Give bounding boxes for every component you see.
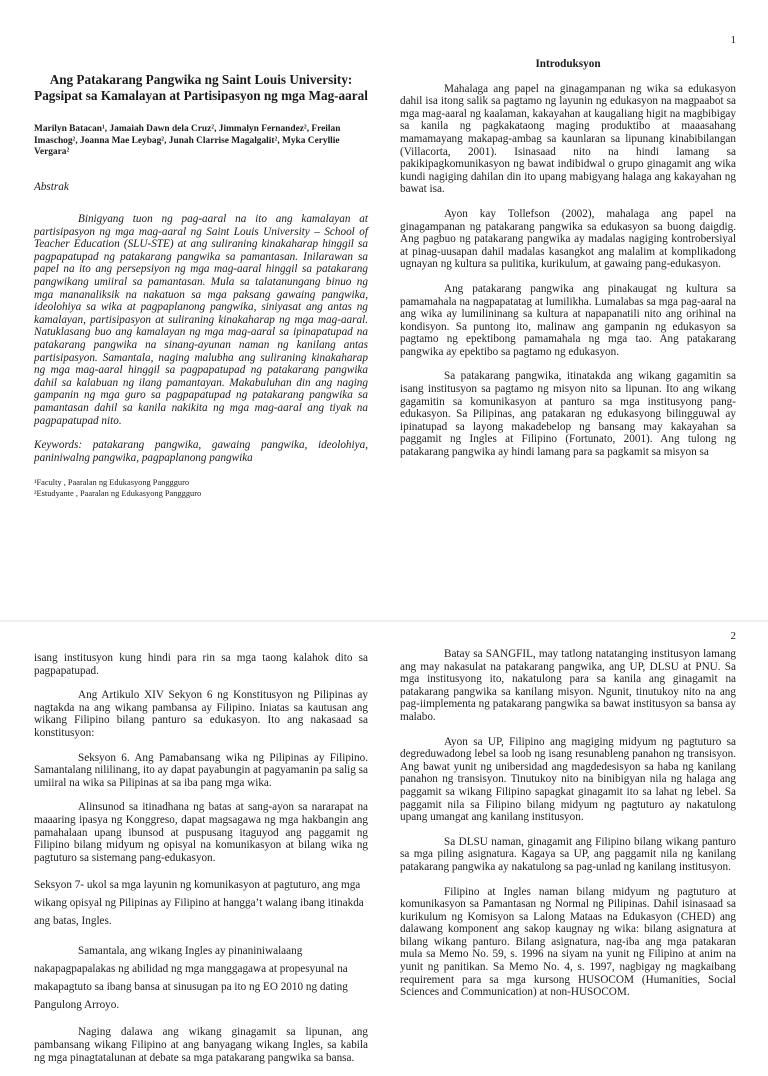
page-number: 1 [730, 34, 736, 46]
abstract-text: Binigyang tuon ng pag-aaral na ito ang kamalayan at partisipasyon ng mga mag-aaral ng Saint Louis University – School of Teacher Education (SLU-STE) at ang suliraning kinakaharap hinggil sa pagpapatupad ng patakarang pangwika sa pamantasan. Inilarawan sa papel na ito ang persepsiyon ng mga mag-aaral hinggil sa patakarang pangwikang umiiral sa pamantasan. Mula sa talatanungang binuo ng mga mananaliksik na nakatuon sa mga paksang gawaing pangwika, ideolohiya sa wika at pagpaplanong pangwika, siniyasat ang antas ng kamalayan, partisipasyon at suliraning kinakaharap ng mga mag-aaral. Natuklasang buo ang kamalayan ng mga mag-aaral sa ipinapatupad na patakarang pangwika na sinang-ayunan naman ng kanilang antas partisipasyon. Samantala, naging malubha ang suliraning kinakaharap ng mga mag-aaral hinggil sa pagpapatupad ng patakarang pangwika dahil sa kalabuan ng ilang pamantayan. Makabuluhan din ang naging gampanin ng mga guro sa pagpapatupad ng patakarang pangwika sa pamantasan dahil sa kanila nakikita ng mga mag-aaral ang tiyak na pagpapatupad nito. [34, 213, 368, 427]
page-2 [0, 622, 768, 1064]
section-6-text: Seksyon 6. Ang Pamabansang wika ng Pilipinas ay Filipino. Samantalang nililinang, ito ay dapat payabungin at pagyamanin pa salig sa umiiral na wika sa Pilipinas at sa iba pang mga wika. [34, 751, 368, 789]
footnote-student: ²Estudyante , Paaralan ng Edukasyong Panggguro [34, 488, 202, 498]
naging-paragraph: Naging dalawa ang wikang ginagamit sa lipunan, ang pambansang wikang Filipino at ang banyagang wikang Ingles, sa kabila ng mga pinagtatalunan at debate sa mga patakarang pangwika sa bansa. [34, 1026, 368, 1064]
footnotes [34, 478, 368, 499]
samantala-paragraph: Samantala, ang wikang Ingles ay pinaniniwalaang nakapagpapalakas ng abilidad ng mga manggagawa at propesyunal na makapagtuto sa ibang bansa at sinusugan pa ito ng EO 2010 ng dating Pangulong Arroyo. [34, 945, 348, 1012]
dlsu-paragraph: Sa DLSU naman, ginagamit ang Filipino bilang wikang panturo sa mga piling asignatura. Kagaya sa UP, ang paggamit nila ng kanilang patakarang pangwika ay nakatulong sa pag-unlad ng kanilang institusyon. [400, 835, 736, 873]
intro-paragraph: Ayon kay Tollefson (2002), mahalaga ang papel na ginagampanan ng patakarang pangwika sa edukasyon sa buong daigdig. Ang pagbuo ng patakarang pangwika ay madalas nagiging kontrobersiyal at pinag-uusapan dahil madalas kasangkot ang malalim at komplikadong ugnayan ng kultura sa pulitika, kurikulum, at gawaing pang-edukasyon. [400, 207, 736, 271]
paper-title: Ang Patakarang Pangwika ng Saint Louis University: Pagsipat sa Kamalayan at Partisipasyon ng mga Mag-aaral [34, 72, 368, 103]
keywords: Keywords: patakarang pangwika, gawaing pangwika, ideolohiya, paniniwalng pangwika, pagpaplanong pangwika [34, 439, 368, 464]
intro-paragraph: Ang patakarang pangwika ang pinakaugat ng kultura sa pamamahala na nagpapatatag at lumilikha. Lumalabas sa mga pag-aaral na ang wika ay lumilininang sa kultura at napapanatili nito ang orihinal na kondisyon. Sa puntong ito, malinaw ang gampanin ng edukasyon sa pagtamo ng epektibong pamamahala ng mga tao. Ang patakarang pangwika ay epektibo sa pagtamo ng edukasyon. [400, 282, 736, 358]
sangfil-paragraph: Batay sa SANGFIL, may tatlong natatanging institusyon lamang ang may nakasulat na patakarang pangwika, ang UP, DLSU at PNU. Sa mga institusyong ito, nakatulong para sa kanila ang ginagamit na patakarang pangwika sa kanilang misyon. Ngunit, tinutukoy nito na ang pag-iimplementa ng patakarang pangwika sa bawat institusyon sa bansa ay malabo. [400, 648, 736, 723]
page-number: 2 [730, 630, 736, 642]
right-column [400, 648, 736, 1011]
intro-heading: Introduksyon [535, 58, 601, 70]
up-paragraph: Ayon sa UP, Filipino ang magiging midyum ng pagtuturo sa degreduwadong lebel sa loob ng isang resunableng panahon ng transisyon. Ang bawat yunit ng unibersidad ang magdedesisyon sa haba ng kanilang panahon ng transisyon. Tinutukoy nito na binibigyan nila ng halaga ang paggamit sa wikang Filipino sapagkat ginagamit ito sa lahat ng lebel. Sa paggamit nila sa Filipino bilang midyum ng pagtuturo ay nakatulong upang umangat ang kanilang institusyon. [400, 735, 736, 824]
intro-paragraph: Mahalaga ang papel na ginagampanan ng wika sa edukasyon dahil isa itong salik sa pagtamo ng layunin ng edukasyon na magpaabot sa mga mag-aaral ng kaalaman, kakayahan at kaugaliang higit na magbibigay sa kanila ng pagkakataong maging produktibo at maaasahang mamamayang makapag-ambag sa kaunlaran sa lipunang kinabibilangan (Villacorta, 2001). Isinasaad nito na hindi lamang sa pakikipagkomunikasyon ng bawat indibidwal o grupo ginagamit ang wika kundi nagiging dahilan din ito upang mabigyang halaga ang kakayahan ng bawat isa. [400, 82, 736, 196]
abstract-heading: Abstrak [34, 180, 69, 193]
section-7-text: Seksyon 7- ukol sa mga layunin ng komunikasyon at pagtuturo, ang mga wikang opisyal ng Pilipinas ay Filipino at hangga’t walang ibang itinakda ang batas, Ingles. [34, 879, 364, 928]
article-paragraph: Ang Artikulo XIV Sekyon 6 ng Konstitusyon ng Pilipinas ay nagtakda na ang wikang pambansa ay Filipino. Iniatas sa kautusan ang wikang Filipino bilang panturo sa edukasyon. Ito ang nakasaad sa konstitusyon: [34, 689, 368, 739]
left-column [34, 652, 368, 1076]
pnu-paragraph: Filipino at Ingles naman bilang midyum ng pagtuturo at komunikasyon sa Pamantasan ng Normal ng Pilipinas. Dahil isinasaad sa kurikulum ng Komisyon sa Lalong Mataas na Edukasyon (CHED) ang dalawang komponent ang sakop kaugnay ng wika: bilang asignatura at bilang wikang panturo. Bilang asignatura, nag-iba ang mga patakaran mula sa Memo No. 59, s. 1996 na siyam na yunit ng Filipino at anim na yunit ng panitikan. Sa Memo No. 4, s. 1997, nagbigay ng magkaibang requirement para sa mga kursong HUSOCOM (Humanities, Social Sciences and Communication) at non-HUSOCOM. [400, 885, 736, 999]
intro-paragraph: Sa patakarang pangwika, itinatakda ang wikang gagamitin sa isang institusyon sa pagtamo ng misyon nito sa lipunan. Ito ang wikang gagamitin sa komunikasyon at panturo sa mga institusyong pang-edukasyon. Sa Pilipinas, ang patakaran ng edukasyong bilingguwal ay ipinatupad sa layong makadebelop ng bansang may kakayahan sa paggamit ng Ingles at Filipino (Fortunato, 2001). Ang tulong ng patakarang pangwika ay hindi lamang para sa pagkamit sa misyon sa [400, 370, 736, 459]
footnote-faculty: ¹Faculty , Paaralan ng Edukasyong Panggguro [34, 478, 190, 488]
right-column [400, 58, 736, 471]
continuation-paragraph: isang institusyon kung hindi para rin sa mga taong kalahok dito sa pagpapatupad. [34, 652, 368, 677]
left-column [34, 72, 368, 499]
section-6-continuation: Alinsunod sa itinadhana ng batas at sang-ayon sa nararapat na maaaring ipasya ng Konggreso, dapat magsagawa ng mga hakbangin ang pamahalaan upang ibunsod at puspusang itaguyod ang paggamit ng Filipino bilang midyum ng opisyal na komunikasyon at bilang wika ng pagtuturo sa sistemang pang-edukasyon. [34, 801, 368, 864]
authors: Marilyn Batacan¹, Jamaiah Dawn dela Cruz², Jimmalyn Fernandez², Freilan Imaschog², Joanna Mae Leybag², Junah Clarrise Magalgalit², Myka Ceryllie Vergara² [34, 124, 341, 157]
